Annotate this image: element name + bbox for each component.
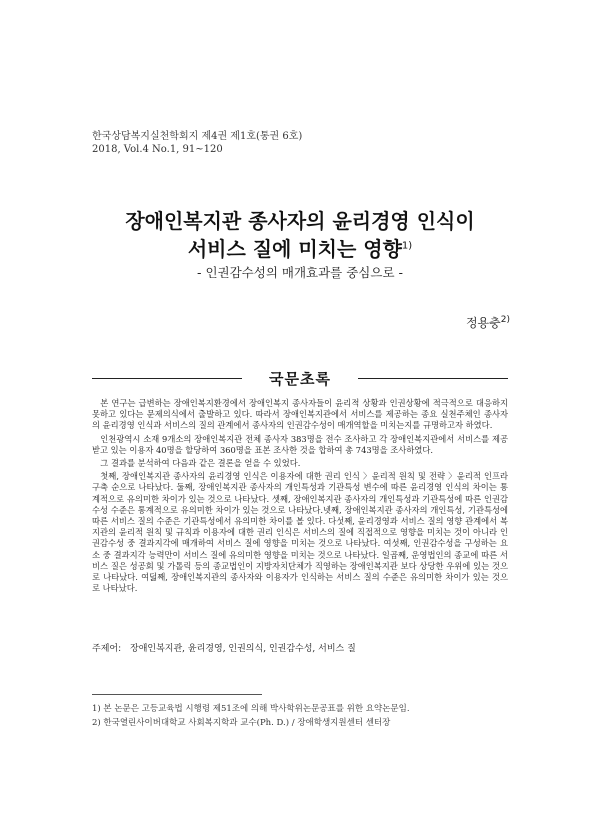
paper-title-line2 <box>0 233 600 262</box>
keyword-item: 서비스 질 <box>318 644 356 654</box>
keyword-item: 장애인복지관 <box>130 644 183 654</box>
keyword-item: 인권의식 <box>228 644 264 654</box>
keywords: 주제어: 장애인복지관, 윤리경영, 인권의식, 인권감수성, 서비스 질 <box>92 644 356 654</box>
abstract-heading-label: 국문초록 <box>269 370 331 388</box>
paper-subtitle: - 인권감수성의 매개효과를 중심으로 - <box>196 265 404 280</box>
journal-issue: 2018, Vol.4 No.1, 91~120 <box>92 144 223 155</box>
paper-title-line2-text: 서비스 질에 미치는 영향 <box>187 237 402 261</box>
author-name: 정용충 <box>465 316 501 330</box>
abstract-paragraph: 첫째, 장애인복지관 종사자의 윤리경영 인식은 이용자에 대한 권리 인식 〉윤리적 원칙 및 전략 〉윤리적 인프라 구축 순으로 나타났다. 둘째, 장애인복지관 종사자의 개인특성과 기관특성 변수에 따른 윤리경영 인식의 차이는 통계적으로 유의미한 차이가 있는 것으로 나타났다. 셋째, 장애인복지관 종사자의 개인특성과 기관특성에 따른 인권감수성 수준은 통계적으로 유의미한 차이가 있는 것으로 나타났다.넷째, 장애인복지관 종사자의 개인특성, 기관특성에 따른 서비스 질의 수준은 기관특성에서 유의미한 차이를 볼 있다. 다섯째, 윤리경영과 서비스 질의 영향 관계에서 복지관의 윤리적 원칙 및 규칙과 이용자에 대한 권리 인식은 서비스의 질에 직접적으로 영향을 미치는 것이 아니라 인권감수성 중 결과지각에 매개하여 서비스 질에 영향을 미치는 것으로 나타났다. 여섯째, 인권감수성을 구성하는 요소 중 결과지각 능력만이 서비스 질에 유의미한 영향을 미치는 것으로 나타났다. 일곱째, 운영법인의 종교에 따른 서비스 질은 성공회 및 가톨릭 등의 종교법인이 지방자치단체가 직영하는 장애인복지관 보다 상당한 우위에 있는 것으로 나타났다. 여덟째, 장애인복지관의 종사자와 이용자가 인식하는 서비스 질의 수준은 유의미한 차이가 있는 것으로 나타났다. <box>92 471 508 594</box>
heading-rule-right <box>358 378 508 379</box>
abstract-paragraph: 본 연구는 급변하는 장애인복지환경에서 장애인복지 종사자들이 윤리적 상황과 인권상황에 적극적으로 대응하지 못하고 있다는 문제의식에서 출발하고 있다. 따라서 장애인복지관에서 서비스를 제공하는 종요 실천주체인 종사자의 윤리경영 인식과 서비스의 질의 관계에서 종사자의 인권감수성이 매개역할을 미치는지를 규명하고자 하였다. <box>92 398 508 431</box>
abstract-paragraph: 그 결과를 분석하여 다음과 같은 결론을 얻을 수 있었다. <box>100 458 301 469</box>
author-line <box>466 314 510 331</box>
footnote-2: 2) 한국열린사이버대학교 사회복지학과 교수(Ph. D.) / 장애학생지원센터 센터장 <box>92 718 391 728</box>
footnote-divider <box>92 694 262 695</box>
footnote-1: 1) 본 논문은 고등교육법 시행령 제51조에 의해 박사학위논문공표를 위한 요약논문임. <box>92 704 410 714</box>
keywords-label: 주제어: <box>92 644 122 654</box>
paper-title-line1: 장애인복지관 종사자의 윤리경영 인식이 <box>125 209 475 233</box>
author-footnote-mark[interactable]: 2) <box>500 315 510 325</box>
keyword-item: 인권감수성 <box>268 644 313 654</box>
keyword-item: 윤리경영 <box>187 644 223 654</box>
journal-name: 한국상담복지실천학회지 제4권 제1호(통권 6호) <box>92 131 303 142</box>
abstract-heading <box>92 368 508 388</box>
abstract-body <box>92 398 508 596</box>
abstract-paragraph: 인천광역시 소재 9개소의 장애인복지관 전체 종사자 383명을 전수 조사하고 각 장애인복지관에서 서비스를 제공받고 있는 이용자 40명을 할당하여 360명을 표본 조사한 것을 합하여 총 743명을 조사하였다. <box>92 433 508 455</box>
title-footnote-mark[interactable]: 1) <box>401 240 413 252</box>
